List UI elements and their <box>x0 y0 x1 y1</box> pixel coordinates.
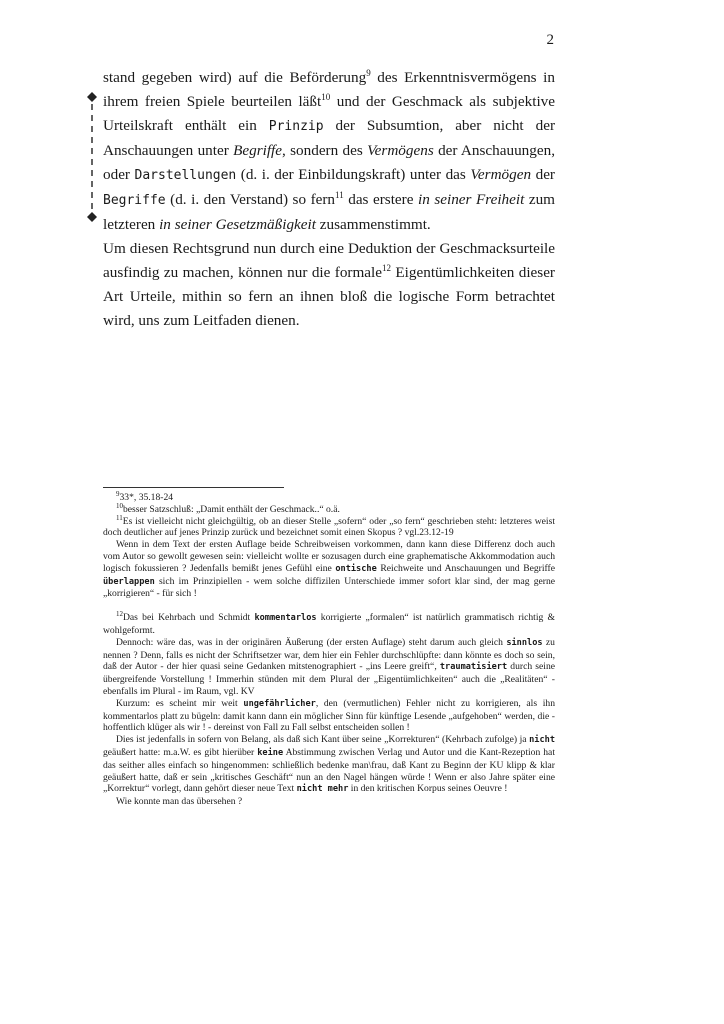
footnote-12-para-5: Wie konnte man das übersehen ? <box>116 796 243 808</box>
footnote-11: $^{11}$Es ist vielleicht nicht gleichgültig, ob an dieser Stelle „sofern“ oder „so fern“ geschrieben steht: letzteres weist doch deutlicher auf jenes Prinzip zurück und bezeichnet somit einen Skopus ? vgl.23.12-19 <box>103 513 555 539</box>
footnote-ref-11[interactable]: 11 <box>335 189 344 200</box>
footnote-ref-12[interactable]: 12 <box>382 262 391 273</box>
footnote-divider <box>103 487 284 488</box>
paragraph-1: stand gegeben wird) auf die Beförderung$^9$ des Erkenntnisvermögens in ihrem freien Spiele beurteilen läßt$^{10}$ und der Geschmack als subjektive Urteilskraft enthält ein Prinzip der Subsumtion, aber nicht der Anschauungen unter Begriffe, sondern des Vermögens der Anschauungen, oder Darstellungen (d. i. der Einbildungskraft) unter das Vermögen der Begriffe (d. i. den Verstand) so fern$^{11}$ das erstere in seiner Freiheit zum letzteren in seiner Gesetzmäßigkeit zusammenstimmt. <box>103 67 555 233</box>
footnote-12-para-4: Dies ist jedenfalls in sofern von Belang, als daß sich Kant über seine „Korrekturen“ (Kehrbach zufolge) ja nicht geäußert hatte: m.a.W. es gibt hierüber keine Abstimmung zwischen Verlag und Autor und die Kant-Rezeption hat das seither alles einfach so hingenommen: schließlich bedenke man\frau, daß Kant zu Beginn der KU klipp & klar geäußert hatte, daß er sein „kritisches Geschäft“ nun an den Nagel hängen würde ! Wenn er also Jahre später eine „Korrektur“ vorlegt, dann gehört dieser neue Text nicht mehr in den kritischen Korpus seines Oeuvre ! <box>103 734 555 795</box>
footnote-9: $^9$33*, 35.18-24 <box>116 489 174 503</box>
footnote-ref-9[interactable]: 9 <box>366 67 371 78</box>
footnotes <box>103 489 556 808</box>
footnote-10: $^{10}$besser Satzschluß: „Damit enthält der Geschmack..“ o.ä. <box>116 501 340 515</box>
footnote-11-continued: Wenn in dem Text der ersten Auflage beide Schreibweisen vorkommen, dann kann diese Differenz doch auch vom Autor so gewollt gewesen sein: vielleicht wollte er sozusagen durch eine graphematische Akkommodation auch logisch fokussieren ? Jedenfalls bemißt jenes Gefühl eine ontische Reichweite und Anschauungen und Begriffe überlappen sich im Prinzipiellen - wem solche diffizilen Unterschiede immer sofort klar sind, der mag gerne „korrigieren“ - für sich ! <box>103 539 555 600</box>
margin-bracket-icon <box>86 92 98 222</box>
paragraph-2: Um diesen Rechtsgrund nun durch eine Deduktion der Geschmacksurteile ausfindig zu machen, können nur die formale$^{12}$ Eigentümlichkeiten dieser Art Urteile, mithin so fern an ihnen bloß die logische Form betrachtet wird, uns zum Leitfaden dienen. <box>103 240 555 329</box>
footnote-12: $^{12}$Das bei Kehrbach und Schmidt kommentarlos korrigierte „formalen“ ist natürlich grammatisch richtig & wohlgeformt. <box>103 609 556 636</box>
main-text <box>103 66 555 333</box>
footnote-12-para-3: Kurzum: es scheint mir weit ungefährlicher, den (vermutlichen) Fehler nicht zu korrigieren, als ihn kommentarlos platt zu bügeln: damit kann dann ein möglicher Sinn für künftige Lesende „aufgehoben“ werden, die - hoffentlich klüger als wir ! - dereinst von Fall zu Fall selbst entscheiden sollen ! <box>103 697 555 734</box>
footnote-ref-10[interactable]: 10 <box>321 91 331 102</box>
page-number: 2 <box>546 32 554 48</box>
footnote-12-para-2: Dennoch: wäre das, was in der originären Äußerung (der ersten Auflage) steht darum auch gleich sinnlos zu nennen ? Denn, falls es nicht der Schriftsetzer war, dem hier ein Fehler durchschlüpfte: dann könnte es doch so sein, daß der Autor - der hier quasi seine Gedanken mitstenographiert - „ins Leere greift“, traumatisiert durch seine übergreifende Vorstellung ! Immerhin stünden mit dem Plural der „Eigentümlichkeiten“ auch die „Realitäten“ - ebenfalls im Plural - im Raum, vgl. KV <box>103 636 555 697</box>
